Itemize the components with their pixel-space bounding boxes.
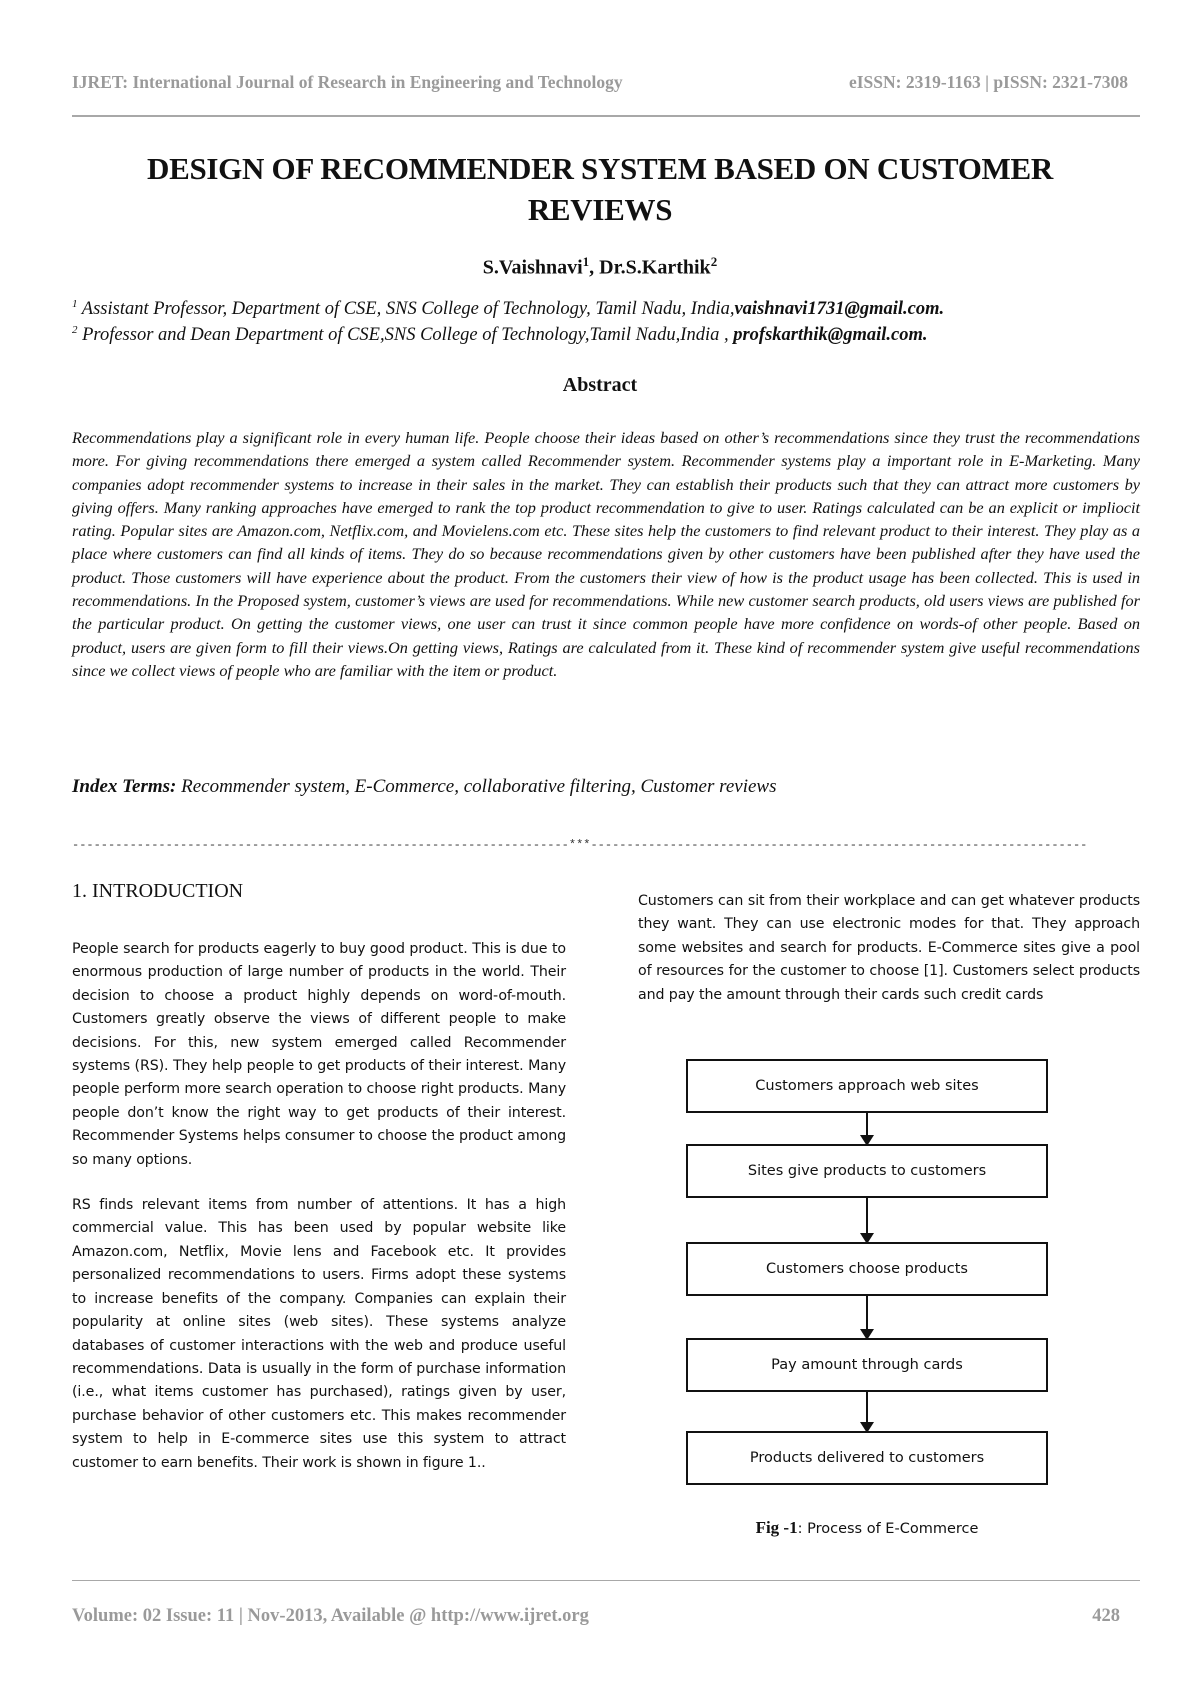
index-terms [72,776,1140,798]
flow-arrow-1 [866,1113,868,1144]
intro-paragraph-3: Customers can sit from their workplace and can get whatever products they want. They can use electronic modes for that. They approach some websites and search for products. E-Commerce sites give a pool of resources for the customer to choose [1]. Customers select products and pay the amount through their cards such credit cards [638,893,1140,1003]
page-number: 428 [1092,1606,1120,1626]
journal-header: IJRET: International Journal of Research in Engineering and Technology [72,72,623,92]
author-2-sup: 2 [710,254,718,269]
left-column [72,880,566,1497]
flow-arrow-2 [866,1198,868,1242]
abstract-body: Recommendations play a significant role in every human life. People choose their ideas based on other’s recommendations since they trust the recommendations more. For giving recommendations there emerged a system called Recommender system. Recommender systems play a important role in E-Marketing. Many companies adopt recommender systems to increase in their sales in the market. They can establish their products such that they can attract more customers by giving offers. Many ranking approaches have emerged to rank the top product recommendation to give to user. Ratings calculated can be an explicit or impliocit rating. Popular sites are Amazon.com, Netflix.com, and Movielens.com etc. These sites help the customers to find relevant product to their interest. They play as a place where customers can find all kinds of items. They do so because recommendations given by other customers have been published after they have used the product. Those customers will have experience about the product. From the customers their view of how is the product usage has been collected. This is used in recommendations. In the Proposed system, customer’s views are used for recommendations. While new customer search products, old users views are published for the particular product. On getting the customer views, one user can trust it since common people have more confidence on words-of other people. Based on product, users are given form to fill their views.On getting views, Ratings are calculated from it. These kind of recommender system give useful recommendations since we collect views of people who are familiar with the item or product. [72,428,1140,680]
intro-paragraph-1: People search for products eagerly to buy good product. This is due to enormous production of large number of products in the world. Their decision to choose a product highly depends on word-of-mouth. Customers greatly observe the views of different people to make decisions. For this, new system emerged called Recommender systems (RS). They help people to get products of their interest. Many people perform more search operation to choose right products. Many people don’t know the right way to get products of their interest. Recommender Systems helps consumer to choose the product among so many options. [72,941,566,1168]
figure-caption-text: : Process of E-Commerce [797,1521,979,1537]
affiliation-2-email: profskarthik@gmail.com. [733,325,928,346]
flow-arrow-3 [866,1296,868,1338]
author-line [0,254,1200,280]
affiliation-2 [72,324,1140,346]
affiliation-1-text: Assistant Professor, Department of CSE, SNS College of Technology, Tamil Nadu, India, [81,299,735,320]
index-terms-label: Index Terms: [72,776,177,797]
section-separator: ---------------------------------------------------------------------***--------------------------------------------------------------------- [72,838,1088,852]
issn-header: eISSN: 2319-1163 | pISSN: 2321-7308 [848,72,1128,92]
flow-step-1: Customers approach web sites [686,1059,1048,1113]
flow-step-4: Pay amount through cards [686,1338,1048,1392]
author-1-sup: 1 [582,254,590,269]
index-terms-text: Recommender system, E-Commerce, collaborative filtering, Customer reviews [176,776,777,797]
paper-title: DESIGN OF RECOMMENDER SYSTEM BASED ON CUSTOMER REVIEWS [147,151,1053,227]
footer-rule [72,1580,1140,1581]
author-separator: , [589,256,600,279]
affiliation-2-text: Professor and Dean Department of CSE,SNS College of Technology,Tamil Nadu,India , [82,325,734,346]
figure-caption-label: Fig -1 [755,1518,798,1537]
affiliation-1-sup: 1 [72,298,78,310]
affiliation-1-email: vaishnavi1731@gmail.com. [734,299,945,320]
affiliation-2-sup: 2 [72,324,78,336]
intro-paragraph-2: RS finds relevant items from number of attentions. It has a high commercial value. This has been used by popular website like Amazon.com, Netflix, Movie lens and Facebook etc. It provides personalized recommendations to users. Firms adopt these systems to increase benefits of the company. Companies can explain their popularity at online sites (web sites). These systems analyze databases of customer interactions with the web and produce useful recommendations. Data is usually in the form of purchase information (i.e., what items customer has purchased), ratings given by user, purchase behavior of other customers etc. This makes recommender system to help in E-commerce sites use this system to attract customer to earn benefits. Their work is shown in figure 1.. [72,1197,566,1471]
affiliation-1 [72,298,1140,320]
author-1: S.Vaishnavi [482,256,583,279]
figure-caption [686,1518,1048,1538]
section-heading: 1. INTRODUCTION [72,880,244,902]
footer-volume: Volume: 02 Issue: 11 | Nov-2013, Available @ http://www.ijret.org [72,1606,589,1626]
abstract-heading: Abstract [562,374,638,396]
flow-step-5: Products delivered to customers [686,1431,1048,1485]
author-2: Dr.S.Karthik [599,256,711,279]
flow-step-3: Customers choose products [686,1242,1048,1296]
flow-arrow-4 [866,1392,868,1431]
flow-step-2: Sites give products to customers [686,1144,1048,1198]
right-column [638,890,1140,1029]
header-rule [72,115,1140,117]
